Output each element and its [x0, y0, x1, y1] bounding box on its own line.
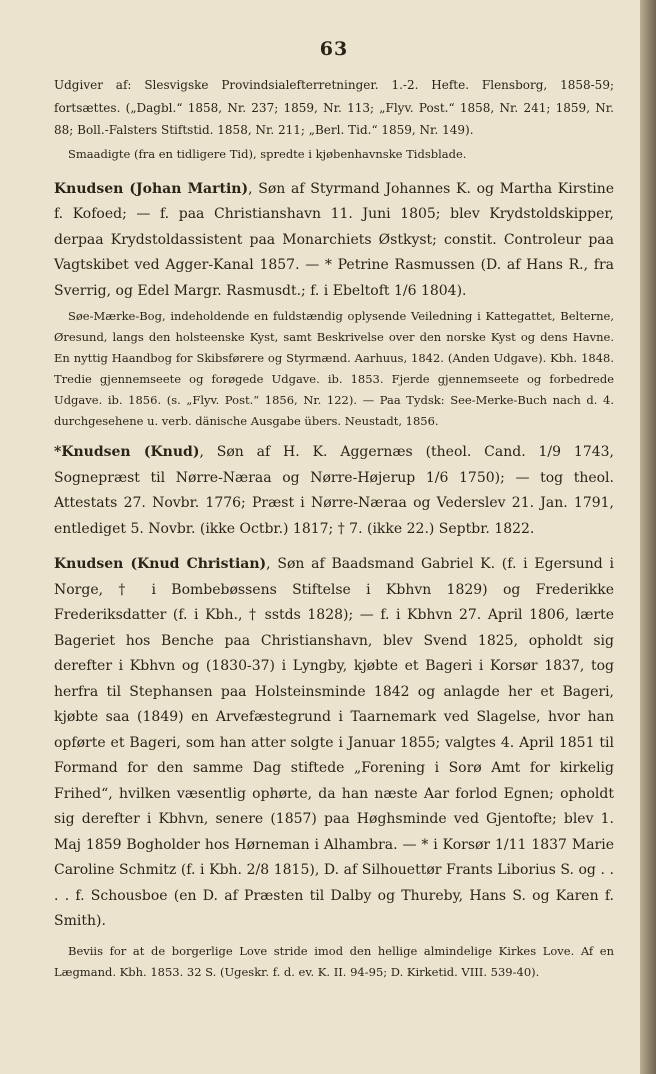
- entry-headword: Knudsen (Johan Martin): [54, 180, 249, 197]
- entry-headword: *Knudsen (Knud): [54, 444, 200, 460]
- entry-works: Søe-Mærke-Bog, indeholdende en fuldstændig oplysende Veiledning i Kattegattet, Belterne, Øresund, langs den holsteenske Kyst, samt Beskrivelse over den norske Kyst og dens Havne. En nyttig Haandbog for Skibsførere og Styrmænd. Aarhuus, 1842. (Anden Udgave). Kbh. 1848. Tredie gjennemseete og forøgede Udgave. ib. 1853. Fjerde gjennemseete og forbedrede Udgave. ib. 1856. (s. „Flyv. Post.“ 1856, Nr. 122). — Paa Tydsk: See-Merke-Buch nach d. 4. durchgesehene u. verb. dänische Ausgabe übers. Neustadt, 1856.: [54, 309, 614, 428]
- intro-sources: Udgiver af: Slesvigske Provindsialefterretninger. 1.-2. Hefte. Flensborg, 1858-59; fortsættes. („Dagbl.“ 1858, Nr. 237; 1859, Nr. 113; „Flyv. Post.“ 1858, Nr. 241; 1859, Nr. 88; Boll.-Falsters Stiftstid. 1858, Nr. 211; „Berl. Tid.“ 1859, Nr. 149).: [54, 78, 614, 137]
- entry-biography: , Søn af H. K. Aggernæs (theol. Cand. 1/9 1743, Sognepræst til Nørre-Næraa og Nørre-Højerup 1/6 1750); — tog theol. Attestats 27. Novbr. 1776; Præst i Nørre-Næraa og Vederslev 21. Jan. 1791, entlediget 5. Novbr. (ikke Octbr.) 1817; † 7. (ikke 22.) Septbr. 1822.: [54, 444, 614, 537]
- entry-knud: [54, 440, 614, 542]
- intro-minor-works: Smaadigte (fra en tidligere Tid), spredte i kjøbenhavnske Tidsblade.: [68, 146, 467, 161]
- entry-headword: Knudsen (Knud Christian): [54, 556, 267, 572]
- entry-johan-martin: [54, 177, 614, 305]
- entry-biography: , Søn af Styrmand Johannes K. og Martha Kirstine f. Kofoed; — f. paa Christianshavn 11. Juni 1805; blev Krydstoldskipper, derpaa Krydstoldassistent paa Monarchiets Østkyst; constit. Controleur paa Vagtskibet ved Agger-Kanal 1857. — * Petrine Rasmussen (D. af Hans R., fra Sverrig, og Edel Margr. Rasmusdt.; f. i Ebeltoft 1/6 1804).: [54, 180, 615, 299]
- entry-biography: , Søn af Baadsmand Gabriel K. (f. i Egersund i Norge, † i Bombebøssens Stiftelse i Kbhvn 1829) og Frederikke Frederiksdatter (f. i Kbh., † sstds 1828); — f. i Kbhvn 27. April 1806, lærte Bageriet hos Benche paa Christianshavn, blev Svend 1825, opholdt sig derefter i Kbhvn og (1830-37) i Lyngby, kjøbte et Bageri i Korsør 1837, tog herfra til Stephansen paa Holsteinsminde 1842 og anlagde her et Bageri, kjøbte saa (1849) en Arvefæstegrund i Taarnemark ved Slagelse, hvor han opførte et Bageri, som han atter solgte i Januar 1855; valgtes 4. April 1851 til Formand for den samme Dag stiftede „Forening i Sorø Amt for kirkelig Frihed“, hvilken væsentlig ophørte, da han næste Aar forlod Egnen; opholdt sig derefter i Kbhvn, senere (1857) paa Høghsminde ved Gjentofte; blev 1. Maj 1859 Bogholder hos Hørneman i Alhambra. — * i Korsør 1/11 1837 Marie Caroline Schmitz (f. i Kbh. 2/8 1815), D. af Silhouettør Frants Liborius S. og . . . . f. Schousboe (en D. af Præsten til Dalby og Thureby, Hans S. og Karen f. Smith).: [54, 556, 614, 929]
- entry-knud-christian: [54, 552, 614, 935]
- entry-works: Beviis for at de borgerlige Love stride imod den hellige almindelige Kirkes Love. Af en Lægmand. Kbh. 1853. 32 S. (Ugeskr. f. d. ev. K. II. 94-95; D. Kirketid. VIII. 539-40).: [54, 943, 614, 979]
- page-edge: [640, 0, 656, 1074]
- page-number: 63: [319, 38, 349, 60]
